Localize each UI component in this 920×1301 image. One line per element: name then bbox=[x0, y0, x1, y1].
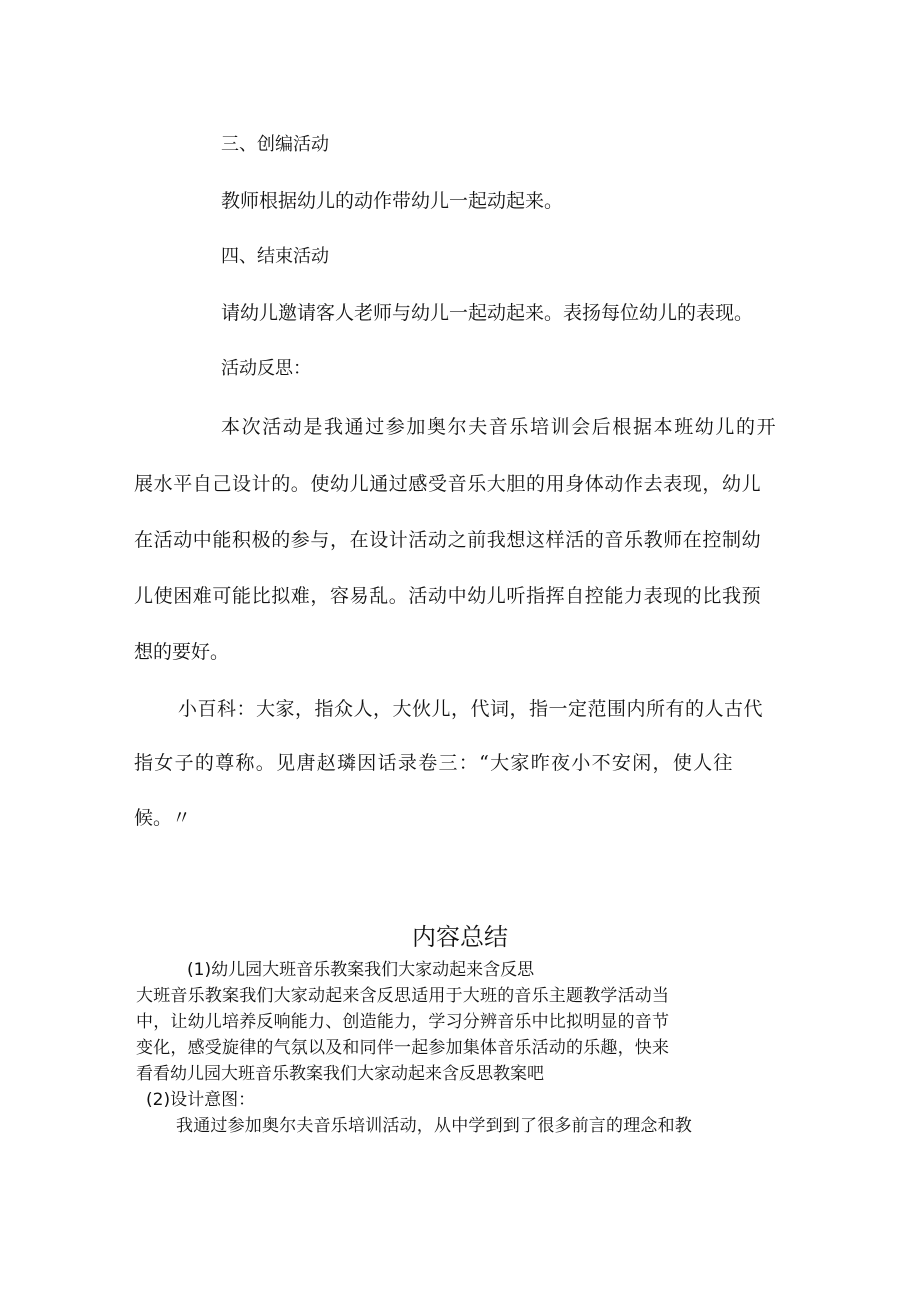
summary-line: 中，让幼儿培养反响能力、创造能力，学习分辨音乐中比拟明显的音节 bbox=[136, 1012, 670, 1032]
encyclopedia-line: 小百科：大家，指众人，大伙儿，代词，指一定范围内所有的人古代 bbox=[178, 698, 764, 720]
summary-title: 内容总结 bbox=[412, 923, 508, 951]
summary-line: 变化，感受旋律的气氛以及和同伴一起参加集体音乐活动的乐趣，快来 bbox=[136, 1038, 670, 1058]
reflection-line: 想的要好。 bbox=[134, 641, 230, 663]
section4-heading: 四、结束活动 bbox=[221, 246, 329, 267]
summary-line: 看看幼儿园大班音乐教案我们大家动起来含反思教案吧 bbox=[136, 1064, 544, 1084]
section4-body: 请幼儿邀请客人老师与幼儿一起动起来。表扬每位幼儿的表现。 bbox=[221, 302, 754, 324]
reflection-line: 展水平自己设计的。使幼儿通过感受音乐大胆的用身体动作去表现，幼儿 bbox=[134, 473, 762, 495]
reflection-line: 在活动中能积极的参与，在设计活动之前我想这样活的音乐教师在控制幼 bbox=[134, 529, 762, 551]
encyclopedia-line: 候。〃 bbox=[134, 807, 192, 829]
summary-item2-heading: (2)设计意图： bbox=[146, 1090, 256, 1110]
encyclopedia-line: 指女子的尊称。见唐赵璘因话录卷三：“大家昨夜小不安闲，使人往 bbox=[134, 752, 734, 774]
section3-body: 教师根据幼儿的动作带幼儿一起动起来。 bbox=[221, 190, 564, 212]
summary-item1-heading: (1)幼儿园大班音乐教案我们大家动起来含反思 bbox=[187, 960, 535, 980]
reflection-line: 儿使困难可能比拟难，容易乱。活动中幼儿听指挥自控能力表现的比我预 bbox=[134, 585, 762, 607]
summary-line: 我通过参加奥尔夫音乐培训活动，从中学到到了很多前言的理念和教 bbox=[176, 1116, 692, 1136]
section3-heading: 三、创编活动 bbox=[221, 134, 329, 155]
summary-line: 大班音乐教案我们大家动起来含反思适用于大班的音乐主题教学活动当 bbox=[136, 986, 670, 1006]
reflection-line: 本次活动是我通过参加奥尔夫音乐培训会后根据本班幼儿的开 bbox=[221, 416, 778, 438]
reflection-heading: 活动反思： bbox=[221, 358, 311, 379]
